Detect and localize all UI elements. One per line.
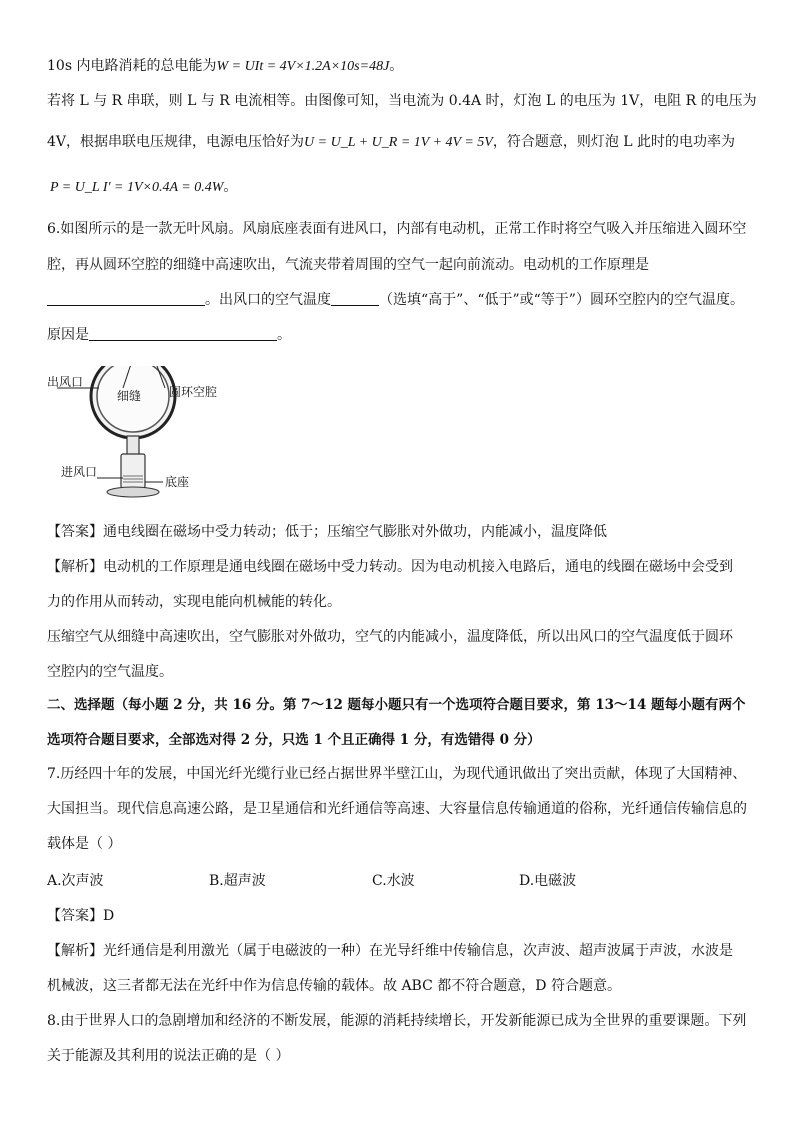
q6-stem-3: 。出风口的空气温度 （选填“高于”、“低于”或“等于”）圆环空腔内的空气温度。 bbox=[47, 289, 757, 311]
q6-analysis-3: 压缩空气从细缝中高速吹出，空气膨胀对外做功，空气的内能减小，温度降低，所以出风口的空气温度低于圆环 bbox=[47, 629, 733, 645]
power-formula: P = U_L I' = 1V×0.4A = 0.4W bbox=[50, 180, 224, 195]
q7-answer: 【答案】D bbox=[47, 908, 115, 924]
label-base: 底座 bbox=[165, 475, 190, 489]
q7-stem-1: 7.历经四十年的发展，中国光纤光缆行业已经占据世界半壁江山，为现代通讯做出了突出贡献，体现了大国精神、 bbox=[47, 766, 747, 782]
answer-blank-2[interactable] bbox=[331, 291, 379, 306]
bladeless-fan-figure bbox=[47, 366, 227, 506]
q6-stem-4: 原因是 。 bbox=[47, 327, 291, 343]
solution-line-1: 10s 内电路消耗的总电能为W = UIt = 4V×1.2A×10s=48J。 bbox=[47, 58, 404, 74]
solution-line-2: 若将 L 与 R 串联，则 L 与 R 电流相等。由图像可知，当电流为 0.4A 时，灯泡 L 的电压为 1V，电阻 R 的电压为 bbox=[47, 93, 757, 109]
q7-analysis-1: 【解析】光纤通信是利用激光（属于电磁波的一种）在光导纤维中传输信息，次声波、超声波属于声波，水波是 bbox=[47, 943, 733, 959]
q7-option-a[interactable]: A.次声波 bbox=[47, 873, 104, 889]
q6-analysis-1: 【解析】电动机的工作原理是通电线圈在磁场中受力转动。因为电动机接入电路后，通电的线圈在磁场中会受到 bbox=[47, 559, 733, 575]
fan-base-plate bbox=[107, 487, 159, 497]
energy-formula: W = UIt = 4V×1.2A×10s=48J bbox=[216, 59, 390, 74]
q6-stem-1: 6.如图所示的是一款无叶风扇。风扇底座表面有进风口，内部有电动机，正常工作时将空气吸入并压缩进入圆环空 bbox=[47, 221, 747, 237]
q6-stem-2: 腔，再从圆环空腔的细缝中高速吹出，气流夹带着周围的空气一起向前流动。电动机的工作原理是 bbox=[47, 257, 649, 273]
q7-option-b[interactable]: B.超声波 bbox=[209, 873, 266, 889]
section-heading-1: 二、选择题（每小题 2 分，共 16 分。第 7～12 题每小题只有一个选项符合题目要求，第 13～14 题每小题有两个 bbox=[47, 697, 746, 713]
voltage-formula: U = U_L + U_R = 1V + 4V = 5V bbox=[304, 135, 493, 150]
q6-analysis-2: 力的作用从而转动，实现电能向机械能的转化。 bbox=[47, 594, 341, 610]
q7-option-d[interactable]: D.电磁波 bbox=[519, 873, 577, 889]
q6-answer: 【答案】通电线圈在磁场中受力转动；低于；压缩空气膨胀对外做功，内能减小，温度降低 bbox=[47, 524, 607, 540]
q7-analysis-2: 机械波，这三者都无法在光纤中作为信息传输的载体。故 ABC 都不符合题意，D 符合题意。 bbox=[47, 978, 621, 994]
q6-analysis-4: 空腔内的空气温度。 bbox=[47, 664, 173, 680]
fan-base-column bbox=[121, 454, 145, 488]
label-slit: 细缝 bbox=[117, 389, 142, 403]
answer-blank-3[interactable] bbox=[89, 326, 277, 341]
solution-line-3: 4V，根据串联电压规律，电源电压恰好为U = U_L + U_R = 1V + 4V = 5V，符合题意，则灯泡 L 此时的电功率为 bbox=[47, 134, 736, 150]
label-cavity: 圆环空腔 bbox=[169, 385, 218, 399]
section-heading-2: 选项符合题目要求，全部选对得 2 分，只选 1 个且正确得 1 分，有选错得 0 分） bbox=[47, 732, 541, 748]
q7-stem-3: 载体是（ ） bbox=[47, 836, 122, 852]
answer-blank-1[interactable] bbox=[47, 291, 205, 306]
label-inlet: 进风口 bbox=[61, 465, 98, 479]
label-outlet: 出风口 bbox=[47, 375, 84, 389]
fan-neck bbox=[127, 436, 139, 456]
q7-option-c[interactable]: C.水波 bbox=[372, 873, 415, 889]
q7-stem-2: 大国担当。现代信息高速公路，是卫星通信和光纤通信等高速、大容量信息传输通道的俗称，光纤通信传输信息的 bbox=[47, 801, 747, 817]
q8-stem-1: 8.由于世界人口的急剧增加和经济的不断发展，能源的消耗持续增长，开发新能源已成为全世界的重要课题。下列 bbox=[47, 1013, 747, 1029]
q8-stem-2: 关于能源及其利用的说法正确的是（ ） bbox=[47, 1048, 290, 1064]
solution-line-4: P = U_L I' = 1V×0.4A = 0.4W。 bbox=[50, 179, 238, 195]
